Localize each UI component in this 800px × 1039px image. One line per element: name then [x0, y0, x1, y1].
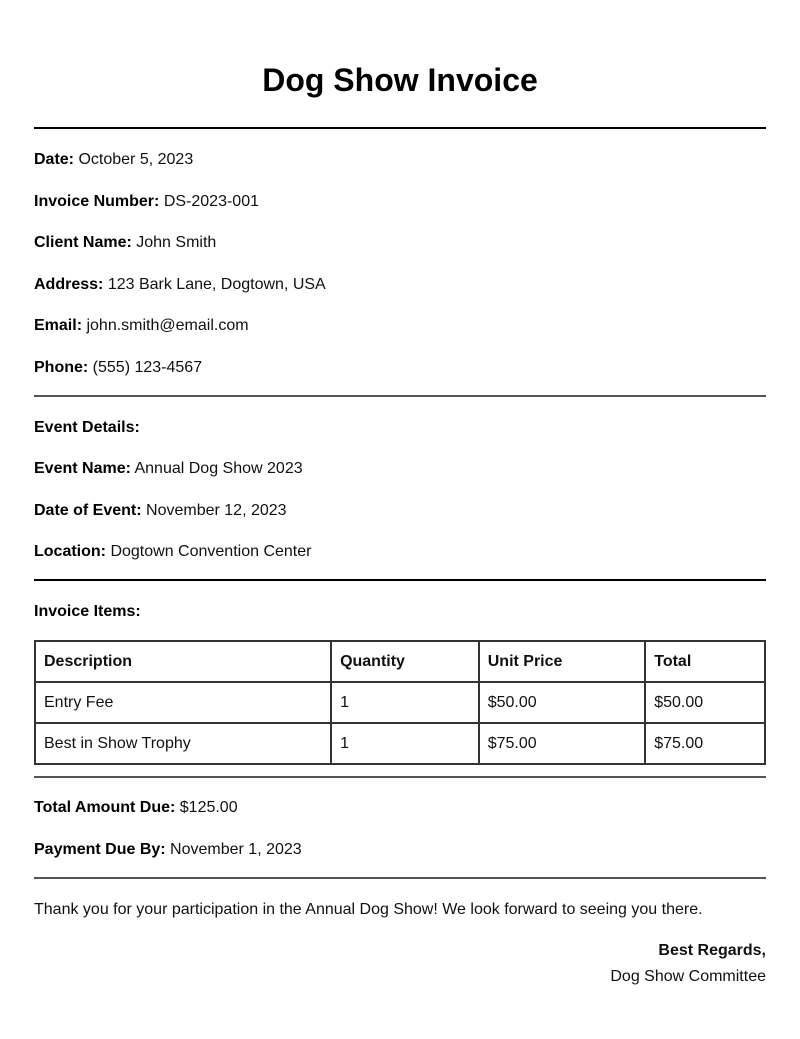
- table-cell: Entry Fee: [35, 682, 331, 723]
- column-header: Unit Price: [479, 641, 646, 682]
- divider: [34, 776, 766, 778]
- regards-text: Best Regards,: [658, 942, 766, 959]
- client-name-value: John Smith: [136, 234, 217, 251]
- invoice-items-heading: [34, 602, 141, 622]
- invoice-number-line: [34, 192, 259, 212]
- event-date-line: [34, 501, 287, 521]
- signature-text: Dog Show Committee: [610, 968, 766, 985]
- address-value: 123 Bark Lane, Dogtown, USA: [107, 276, 326, 293]
- location-value: Dogtown Convention Center: [110, 543, 312, 560]
- event-details-heading-text: Event Details:: [34, 419, 140, 436]
- column-header: Quantity: [331, 641, 479, 682]
- invoice-number-value: DS-2023-001: [163, 193, 259, 210]
- total-amount-line: [34, 798, 238, 818]
- table-cell: 1: [331, 723, 479, 764]
- client-name-label: Client Name:: [34, 234, 132, 251]
- total-amount-label: Total Amount Due:: [34, 799, 176, 816]
- table-cell: $50.00: [645, 682, 765, 723]
- phone-value: (555) 123-4567: [92, 359, 203, 376]
- event-name-label: Event Name:: [34, 460, 131, 477]
- table-row: [35, 682, 765, 723]
- invoice-items-heading-text: Invoice Items:: [34, 603, 141, 620]
- divider: [34, 395, 766, 397]
- table-row: [35, 723, 765, 764]
- column-header: Description: [35, 641, 331, 682]
- email-value: john.smith@email.com: [86, 317, 249, 334]
- email-label: Email:: [34, 317, 83, 334]
- table-header-row: [35, 641, 765, 682]
- invoice-items-table: [34, 640, 766, 765]
- location-line: [34, 542, 311, 562]
- payment-due-label: Payment Due By:: [34, 841, 166, 858]
- invoice-number-label: Invoice Number:: [34, 193, 160, 210]
- table-cell: $75.00: [479, 723, 646, 764]
- date-value: October 5, 2023: [78, 151, 194, 168]
- payment-due-value: November 1, 2023: [170, 841, 302, 858]
- table-cell: $75.00: [645, 723, 765, 764]
- phone-line: [34, 358, 202, 378]
- total-amount-value: $125.00: [179, 799, 238, 816]
- date-label: Date:: [34, 151, 75, 168]
- address-label: Address:: [34, 276, 104, 293]
- event-date-value: November 12, 2023: [146, 502, 287, 519]
- table-cell: Best in Show Trophy: [35, 723, 331, 764]
- column-header: Total: [645, 641, 765, 682]
- event-details-heading: [34, 418, 140, 438]
- payment-due-line: [34, 840, 302, 860]
- table-cell: 1: [331, 682, 479, 723]
- event-date-label: Date of Event:: [34, 502, 142, 519]
- table-cell: $50.00: [479, 682, 646, 723]
- address-line: [34, 275, 326, 295]
- divider: [34, 127, 766, 129]
- phone-label: Phone:: [34, 359, 89, 376]
- divider: [34, 877, 766, 879]
- divider: [34, 579, 766, 581]
- page-title: Dog Show Invoice: [262, 62, 538, 98]
- thank-you-message: Thank you for your participation in the Annual Dog Show! We look forward to seeing you there.: [34, 901, 703, 918]
- event-name-value: Annual Dog Show 2023: [134, 460, 303, 477]
- email-line: [34, 316, 249, 336]
- location-label: Location:: [34, 543, 106, 560]
- event-name-line: [34, 459, 303, 479]
- client-name-line: [34, 233, 216, 253]
- date-line: [34, 150, 193, 170]
